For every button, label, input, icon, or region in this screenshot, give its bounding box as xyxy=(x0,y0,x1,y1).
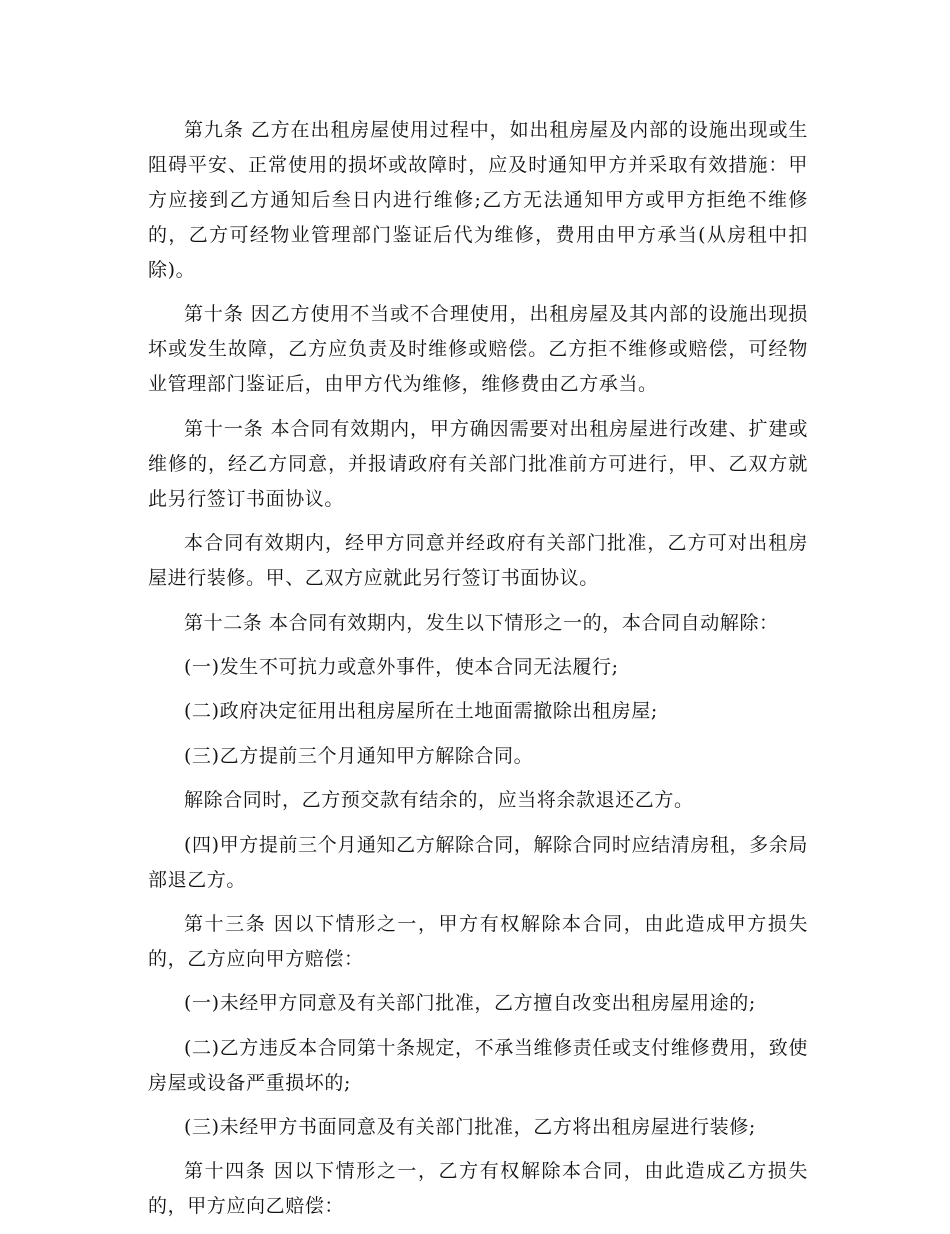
article-10-paragraph: 第十条 因乙方使用不当或不合理使用，出租房屋及其内部的设施出现损坏或发生故障，乙方应负责及时维修或赔偿。乙方拒不维修或赔偿，可经物业管理部门鉴证后，由甲方代为维修，维修费由乙方承当。 xyxy=(148,303,808,396)
article-11-paragraph: 第十一条 本合同有效期内，甲方确因需要对出租房屋进行改建、扩建或维修的，经乙方同意，并报请政府有关部门批准前方可进行，甲、乙双方就此另行签订书面协议。 xyxy=(148,417,808,510)
article-12-item-3: (三)乙方提前三个月通知甲方解除合同。 xyxy=(184,744,534,767)
article-12-item-4: (四)甲方提前三个月通知乙方解除合同，解除合同时应结清房租，多余局部退乙方。 xyxy=(148,833,808,891)
article-13-paragraph: 第十三条 因以下情形之一，甲方有权解除本合同，由此造成甲方损失的，乙方应向甲方赔偿： xyxy=(148,912,808,970)
renovation-paragraph: 本合同有效期内，经甲方同意并经政府有关部门批准，乙方可对出租房屋进行装修。甲、乙双方应就此另行签订书面协议。 xyxy=(148,532,808,590)
document-page xyxy=(148,113,808,1234)
article-13-item-1: (一)未经甲方同意及有关部门批准，乙方擅自改变出租房屋用途的; xyxy=(184,992,756,1015)
article-12-item-1: (一)发生不可抗力或意外事件，使本合同无法履行; xyxy=(184,655,619,678)
article-13-item-2: (二)乙方违反本合同第十条规定，不承当维修责任或支付维修费用，致使房屋或设备严重损坏的; xyxy=(148,1036,808,1094)
article-9-paragraph: 第九条 乙方在出租房屋使用过程中，如出租房屋及内部的设施出现或生阻碍平安、正常使用的损坏或故障时，应及时通知甲方并采取有效措施：甲方应接到乙方通知后叁日内进行维修;乙方无法通知甲方或甲方拒绝不维修的，乙方可经物业管理部门鉴证后代为维修，费用由甲方承当(从房租中扣除)。 xyxy=(148,119,808,281)
refund-paragraph: 解除合同时，乙方预交款有结余的，应当将余款退还乙方。 xyxy=(184,789,694,812)
article-13-item-3: (三)未经甲方书面同意及有关部门批准，乙方将出租房屋进行装修; xyxy=(184,1116,756,1139)
article-12-paragraph: 第十二条 本合同有效期内，发生以下情形之一的，本合同自动解除： xyxy=(184,611,779,634)
article-14-paragraph: 第十四条 因以下情形之一，乙方有权解除本合同，由此造成乙方损失的，甲方应向乙赔偿： xyxy=(148,1160,808,1218)
article-12-item-2: (二)政府决定征用出租房屋所在土地面需撤除出租房屋; xyxy=(184,700,658,723)
